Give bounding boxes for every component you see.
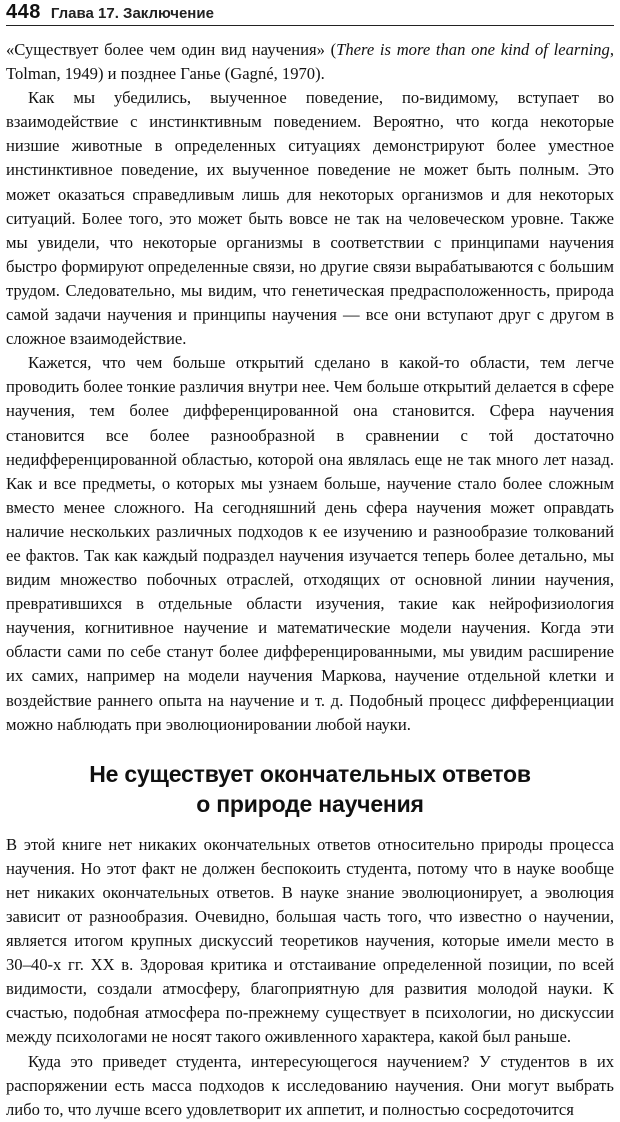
paragraph-differentiation: Кажется, что чем больше открытий сделано в какой-то области, тем легче проводить более тонкие различия внутри нее. Чем больше открытий делается в сфере научения, тем более дифференцированной она становится. Сфера научения становится все более разнообразной в сравнении с той достаточно недифференцированной областью, которой она являлась еще не так много лет назад. Как и все предметы, о которых мы узнаем больше, научение стало более сложным вместо менее сложного. На сегодняшний день сфера научения может оправдать наличие нескольких различных подходов к ее изучению и разнообразие толкований ее фактов. Так как каждый подраздел научения изучается теперь более детально, мы видим множество побочных отраслей, отходящих от основной линии научения, превратившихся в отдельные области изучения, такие как нейрофизиология научения, когнитивное научение и математические модели научения. Когда эти области сами по себе станут более дифференцированными, мы увидим расширение их самих, например на модели научения Маркова, научение отдельной клетки и воздействие раннего опыта на научение и т. д. Подобный процесс дифференциации можно наблюдать при эволюционировании любой науки.: [6, 353, 614, 734]
body-text: [6, 38, 614, 1122]
section-heading-line2: о природе научения: [196, 790, 424, 817]
paragraph-student: Куда это приведет студента, интересующегося научением? У студентов в их распоряжении есть масса подходов к исследованию научения. Они могут выбрать либо то, что лучше всего удовлетворит их аппетит, и полностью сосредоточится: [6, 1051, 614, 1119]
section-heading: [6, 759, 614, 819]
page-number: 448: [6, 1, 41, 23]
quote-citation: , Tolman, 1949) и позднее Ганье (Gagné, 1970).: [6, 40, 615, 84]
quote-text: «Существует более чем один вид научения» (: [6, 40, 337, 59]
section-heading-line1: Не существует окончательных ответов: [89, 760, 531, 787]
paragraph-quote: [6, 38, 614, 86]
paragraph-interaction: Как мы убедились, выученное поведение, по-видимому, вступает во взаимодействие с инстинктивным поведением. Вероятно, что когда некоторые низшие животные в определенных ситуациях демонстрируют более уместное инстинктивное поведение, их выученное поведение не может быть полным. Это может оказаться справедливым лишь для некоторых организмов и для некоторых ситуаций. Более того, это может быть вовсе не так на человеческом уровне. Также мы увидели, что некоторые организмы в соответствии с принципами научения быстро формируют определенные связи, но другие связи вырабатываются с большим трудом. Следовательно, мы видим, что генетическая предрасположенность, природа самой задачи научения и принципы научения — все они вступают друг с другом в сложное взаимодействие.: [6, 88, 614, 349]
paragraph-no-final-answers: В этой книге нет никаких окончательных ответов относительно природы процесса научения. Но этот факт не должен беспокоить студента, потому что в науке вообще нет никаких окончательных ответов. В науке знание эволюционирует, а эволюция зависит от разнообразия. Очевидно, большая часть того, что известно о научении, является итогом крупных дискуссий теоретиков научения, которые имели место в 30–40-х гг. XX в. Здоровая критика и отстаивание определенной позиции, по всей видимости, создали атмосферу, благоприятную для развития молодой науки. К счастью, подобная атмосфера по-прежнему существует в психологии, но дискуссии между психологами не носят такого оживленного характера, какой был раньше.: [6, 834, 614, 1047]
chapter-title: Глава 17. Заключение: [50, 5, 214, 22]
quote-english: There is more than one kind of learning: [336, 40, 610, 59]
running-head: [6, 0, 614, 26]
